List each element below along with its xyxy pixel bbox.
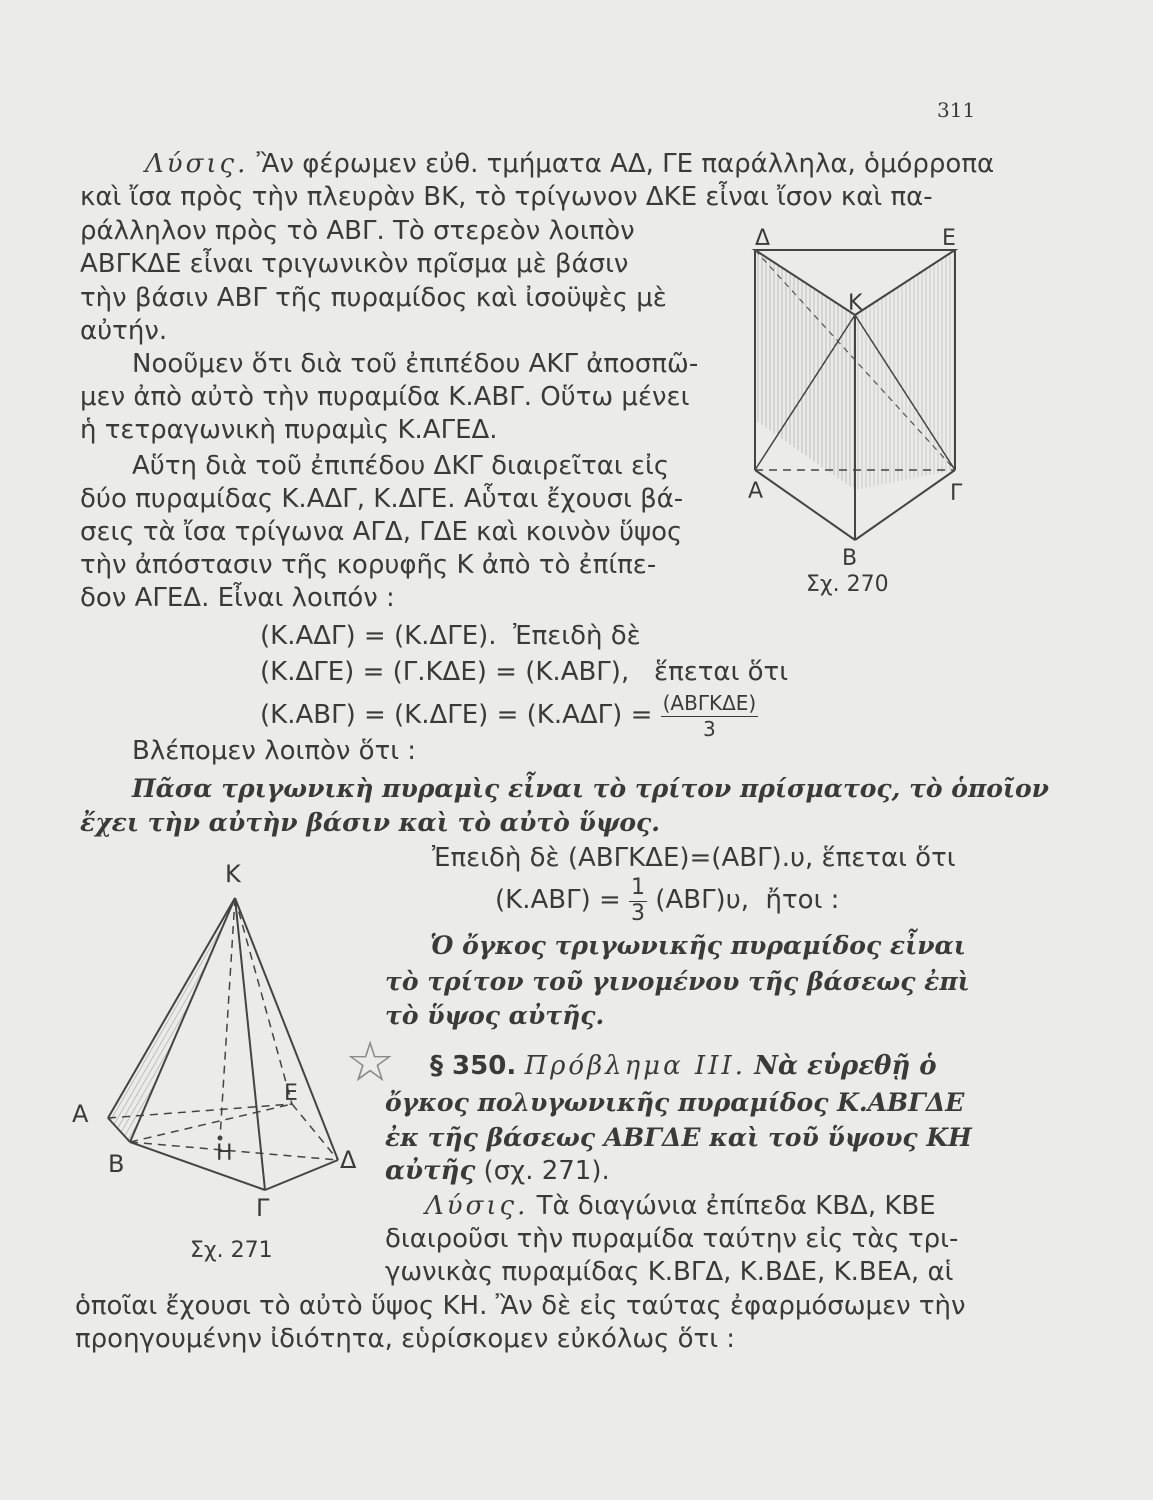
paragraph1-line4: ΑΒΓΚΔΕ εἶναι τριγωνικὸν πρῖσμα μὲ βάσιν (80, 249, 629, 279)
label-epsilon: Ε (942, 226, 956, 251)
figure-271-caption: Σχ. 271 (190, 1238, 273, 1263)
theorem1-line2: ἔχει τὴν αὐτὴν βάσιν καὶ τὸ αὐτὸ ὕψος. (80, 808, 660, 837)
solution2-line5: προηγουμένην ἰδιότητα, εὑρίσκομεν εὐκόλως ὅτι : (75, 1324, 736, 1354)
figure-270-prism (740, 220, 980, 600)
figure-270-caption: Σχ. 270 (806, 572, 889, 597)
problem-line1: § 350. Πρόβλημα ΙΙΙ. Νὰ εὑρεθῇ ὁ (430, 1051, 937, 1081)
paragraph3-line4: τὴν ἀπόστασιν τῆς κορυφῆς Κ ἀπὸ τὸ ἐπίπε- (80, 550, 657, 580)
pyramid-shaded-face (108, 898, 235, 1142)
paragraph2-line1: Νοοῦμεν ὅτι διὰ τοῦ ἐπιπέδου ΑΚΓ ἀποσπῶ- (132, 349, 699, 379)
label-alpha: Α (72, 1100, 89, 1128)
equation-3-fraction: $\frac{\text{(ΑΒΓΚΔΕ)}}{3}$ (662, 691, 757, 741)
label-delta: Δ (755, 226, 771, 251)
paragraph3-line5: δον ΑΓΕΔ. Εἶναι λοιπόν : (80, 583, 395, 613)
paragraph3-line2: δύο πυραμίδας Κ.ΑΔΓ, Κ.ΔΓΕ. Αὗται ἔχουσι βά- (80, 484, 684, 514)
theorem2-line3: τὸ ὕψος αὐτῆς. (385, 1001, 605, 1030)
theorem2-line2: τὸ τρίτον τοῦ γινομένου τῆς βάσεως ἐπὶ (385, 967, 970, 996)
equation-3: (Κ.ΑΒΓ) = (Κ.ΔΓΕ) = (Κ.ΑΔΓ) = $\frac{\text{(ΑΒΓΚΔΕ)}}{3}$ (260, 691, 757, 741)
problem-line2: ὄγκος πολυγωνικῆς πυραμίδος Κ.ΑΒΓΔΕ (385, 1088, 965, 1117)
solution2-line1: Λύσις. Τὰ διαγώνια ἐπίπεδα ΚΒΔ, ΚΒΕ (425, 1191, 936, 1221)
solution2-line2: διαιροῦσι τὴν πυραμίδα ταύτην εἰς τὰς τρι- (385, 1224, 959, 1254)
volume-line1: Ἐπειδὴ δὲ (ΑΒΓΚΔΕ)=(ΑΒΓ).υ, ἕπεται ὅτι (432, 843, 956, 873)
theorem2-line1: Ὁ ὄγκος τριγωνικῆς πυραμίδος εἶναι (430, 931, 966, 960)
foot-of-altitude-point (218, 1136, 223, 1141)
problem-line4: αὐτῆς (σχ. 271). (385, 1156, 610, 1186)
label-delta: Δ (340, 1146, 357, 1174)
volume-fraction: $\frac{1}{3}$ (631, 875, 646, 926)
conclusion-intro: Βλέπομεν λοιπὸν ὅτι : (132, 736, 417, 766)
paragraph1-line6: αὐτήν. (80, 316, 168, 346)
paragraph1-line2: καὶ ἴσα πρὸς τὴν πλευρὰν ΒΚ, τὸ τρίγωνον ΔΚΕ εἶναι ἴσον καὶ πα- (80, 182, 933, 212)
label-kappa: Κ (225, 860, 241, 888)
prism-left-face-shade (755, 250, 855, 490)
solution2-line4: ὁποῖαι ἔχουσι τὸ αὐτὸ ὕψος ΚΗ. Ἂν δὲ εἰς ταύτας ἐφαρμόσωμεν τὴν (75, 1291, 966, 1321)
paragraph1-line3: ράλληλον πρὸς τὸ ΑΒΓ. Τὸ στερεὸν λοιπὸν (80, 216, 635, 246)
theorem1-line1: Πᾶσα τριγωνικὴ πυραμὶς εἶναι τὸ τρίτον πρίσματος, τὸ ὁποῖον (132, 774, 1050, 803)
paragraph1-line5: τὴν βάσιν ΑΒΓ τῆς πυραμίδος καὶ ἰσοϋψὲς μὲ (80, 283, 667, 313)
section-number: § 350. (430, 1051, 517, 1081)
paragraph3-line1: Αὕτη διὰ τοῦ ἐπιπέδου ΔΚΓ διαιρεῖται εἰς (132, 451, 670, 481)
paragraph3-line3: σεις τὰ ἴσα τρίγωνα ΑΓΔ, ΓΔΕ καὶ κοινὸν ὕψος (80, 517, 683, 547)
label-beta: Β (842, 546, 858, 571)
problem-title: Πρόβλημα ΙΙΙ. (524, 1051, 746, 1081)
page-number: 311 (937, 98, 976, 122)
paragraph1-line1: Λύσις. Ἂν φέρωμεν εὐθ. τμήματα ΑΔ, ΓΕ παράλληλα, ὁμόρροπα (145, 149, 995, 179)
equation-2: (Κ.ΔΓΕ) = (Γ.ΚΔΕ) = (Κ.ΑΒΓ), ἕπεται ὅτι (260, 657, 788, 687)
paragraph2-line3: ἡ τετραγωνικὴ πυραμὶς Κ.ΑΓΕΔ. (80, 415, 498, 445)
label-eta: Η (216, 1141, 233, 1166)
solution2-line3: γωνικὰς πυραμίδας Κ.ΒΓΔ, Κ.ΒΔΕ, Κ.ΒΕΑ, αἱ (385, 1257, 954, 1287)
figure-271-pyramid (70, 860, 380, 1220)
paragraph2-line2: μεν ἀπὸ αὐτὸ τὴν πυραμίδα Κ.ΑΒΓ. Οὕτω μένει (80, 382, 690, 412)
equation-1: (Κ.ΑΔΓ) = (Κ.ΔΓΕ). Ἐπειδὴ δὲ (260, 621, 641, 651)
label-gamma: Γ (256, 1194, 270, 1220)
label-alpha: Α (748, 479, 764, 504)
lysis-label: Λύσις. (145, 149, 249, 179)
label-epsilon: Ε (284, 1081, 298, 1106)
problem-line3: ἐκ τῆς βάσεως ΑΒΓΔΕ καὶ τοῦ ὕψους ΚΗ (385, 1123, 972, 1152)
label-kappa: Κ (848, 291, 863, 316)
label-gamma: Γ (950, 481, 963, 506)
label-beta: Β (108, 1150, 125, 1178)
star-mark-icon: ☆ (345, 1030, 396, 1095)
volume-formula: (Κ.ΑΒΓ) = $\frac{1}{3}$ (ΑΒΓ)υ, ἤτοι : (495, 875, 840, 926)
